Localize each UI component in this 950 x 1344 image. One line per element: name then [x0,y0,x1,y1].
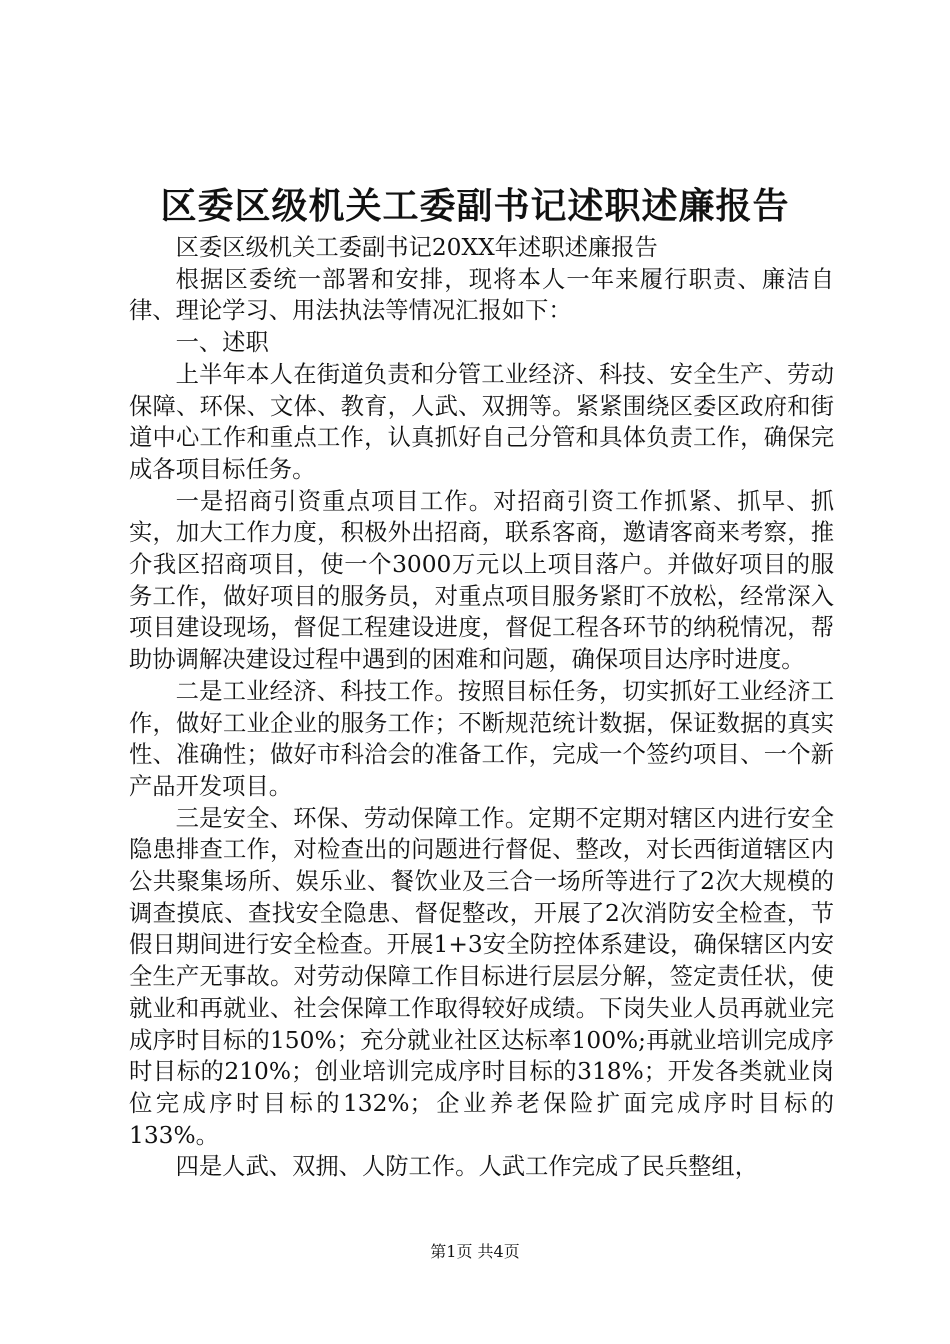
paragraph: 上半年本人在街道负责和分管工业经济、科技、安全生产、劳动保障、环保、文体、教育，人武、双拥等。紧紧围绕区委区政府和街道中心工作和重点工作，认真抓好自己分管和具体负责工作，确保完成各项目标任务。 [129,360,834,483]
document-title: 区委区级机关工委副书记述职述廉报告 [160,185,790,227]
document-body [129,232,834,1183]
paragraph: 一是招商引资重点项目工作。对招商引资工作抓紧、抓早、抓实，加大工作力度，积极外出招商，联系客商，邀请客商来考察，推介我区招商项目，使一个3000万元以上项目落户。并做好项目的服务工作，做好项目的服务员，对重点项目服务紧盯不放松，经常深入项目建设现场，督促工程建设进度，督促工程各环节的纳税情况，帮助协调解决建设过程中遇到的困难和问题，确保项目达序时进度。 [129,487,834,674]
paragraph: 区委区级机关工委副书记20XX年述职述廉报告 [175,234,658,261]
paragraph: 四是人武、双拥、人防工作。人武工作完成了民兵整组， [175,1153,759,1181]
section-heading: 一、述职 [175,329,269,357]
paragraph: 三是安全、环保、劳动保障工作。定期不定期对辖区内进行安全隐患排查工作，对检查出的问题进行督促、整改，对长西街道辖区内公共聚集场所、娱乐业、餐饮业及三合一场所等进行了2次大规模的调查摸底、查找安全隐患、督促整改，开展了2次消防安全检查，节假日期间进行安全检查。开展1+3安全防控体系建设，确保辖区内安全生产无事故。对劳动保障工作目标进行层层分解，签定责任状，使就业和再就业、社会保障工作取得较好成绩。下岗失业人员再就业完成序时目标的150%；充分就业社区达标率100%;再就业培训完成序时目标的210%；创业培训完成序时目标的318%；开发各类就业岗位完成序时目标的132%；企业养老保险扩面完成序时目标的133%。 [129,804,834,1149]
paragraph: 根据区委统一部署和安排，现将本人一年来履行职责、廉洁自律、理论学习、用法执法等情况汇报如下： [129,265,834,325]
page-number-footer: 第1页 共4页 [430,1242,520,1261]
paragraph: 二是工业经济、科技工作。按照目标任务，切实抓好工业经济工作，做好工业企业的服务工作；不断规范统计数据，保证数据的真实性、准确性；做好市科洽会的准备工作，完成一个签约项目、一个新产品开发项目。 [129,677,834,800]
